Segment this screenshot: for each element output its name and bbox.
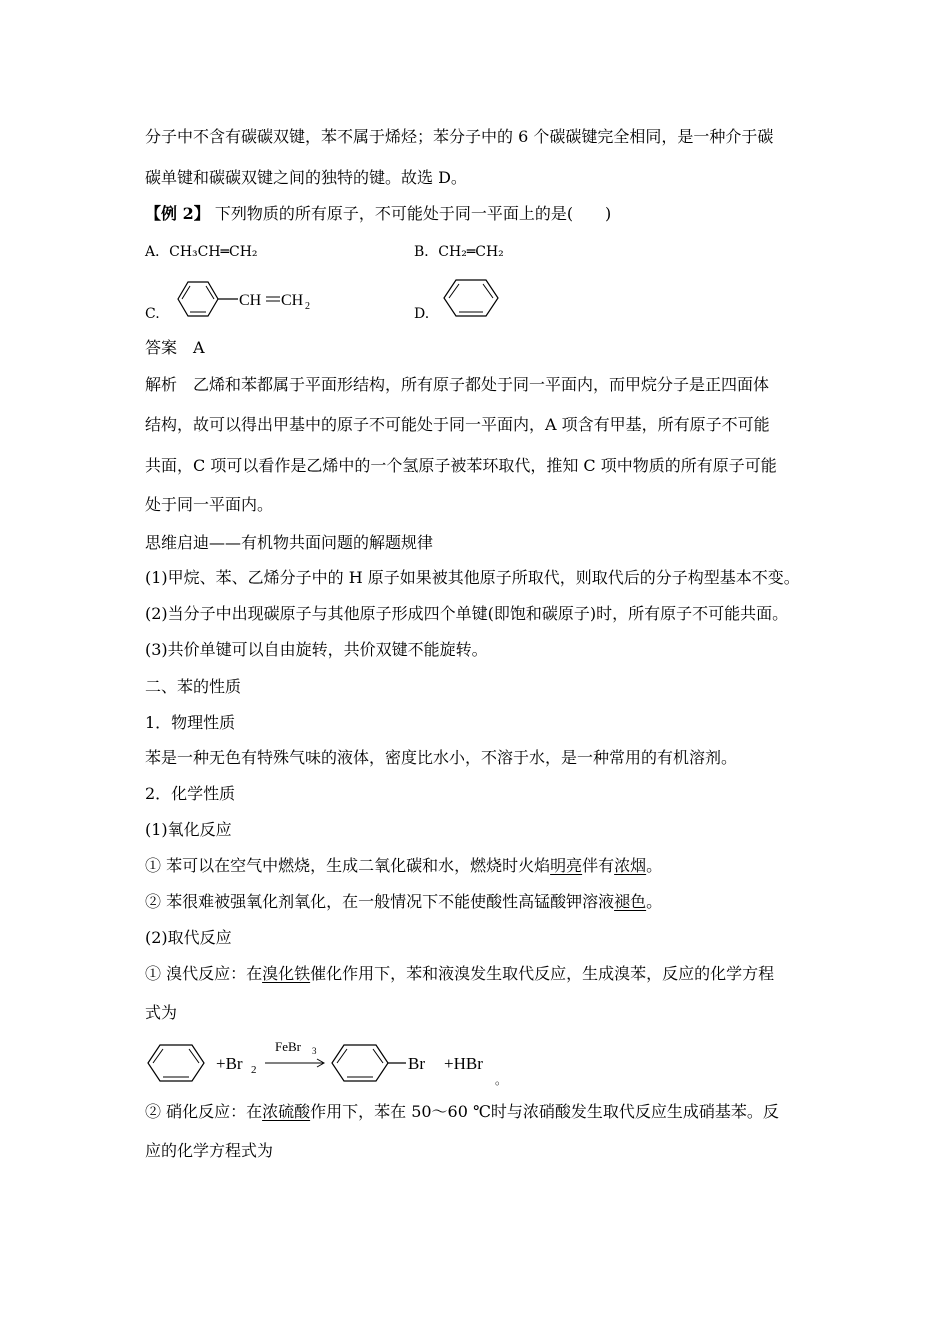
nit-text-a: ② 硝化反应：在 [145,1102,263,1121]
question-text: 下列物质的所有原子，不可能处于同一平面上的是( ) [214,204,612,223]
oxidation-title: (1)氧化反应 [145,820,232,839]
option-b-label: B． [414,244,439,260]
option-c-ch: CH [239,292,262,309]
option-c-ch2: CH [281,292,304,309]
benzene-ring-shape [178,282,218,316]
oxidation-item-1 [145,855,662,877]
nit-text-b: 作用下，苯在 50～60 ℃时与浓硝酸发生取代反应生成硝基苯。反 [310,1102,779,1121]
catalyst-label: FeBr [275,1039,301,1054]
equation-end: 。 [495,1073,508,1087]
option-c-sub: 2 [305,301,310,312]
option-d-label: D. [414,306,430,322]
nit-underline-acid: 浓硫酸 [262,1102,311,1121]
br-text-b: 催化作用下，苯和液溴发生取代反应，生成溴苯，反应的化学方程 [310,964,775,983]
physical-properties: 苯是一种无色有特殊气味的液体，密度比水小，不溶于水，是一种常用的有机溶剂。 [145,748,738,767]
nitration-line-1 [145,1101,779,1123]
br2-sub: 2 [251,1064,257,1076]
answer: 答案 A [145,338,205,357]
option-a [145,241,258,263]
intro-line-1: 分子中不含有碳碳双键，苯不属于烯烃；苯分子中的 6 个碳碳键完全相同，是一种介于碳 [145,127,774,146]
option-d-benzene [440,277,504,319]
tips-item-2: (2)当分子中出现碳原子与其他原子形成四个单键(即饱和碳原子)时，所有原子不可能共面。 [145,604,789,623]
example-tag: 【例 2】 [145,204,210,223]
product-bromobenzene [332,1045,406,1081]
reactant-benzene [148,1045,204,1081]
product-br: Br [408,1054,425,1073]
option-c-structure [168,279,328,319]
substitution-title: (2)取代反应 [145,928,232,947]
subsection-physical: 1．物理性质 [145,713,236,732]
section-heading: 二、苯的性质 [145,677,242,696]
option-a-formula: CH₃CH═CH₂ [169,244,258,260]
intro-line-2: 碳单键和碳碳双键之间的独特的键。故选 D。 [145,168,467,187]
ox1-text-a: ① 苯可以在空气中燃烧，生成二氧化碳和水，燃烧时火焰 [145,856,551,875]
ox2-text-a: ② 苯很难被强氧化剂氧化，在一般情况下不能使酸性高锰酸钾溶液 [145,892,615,911]
analysis-line-2: 结构，故可以得出甲基中的原子不可能处于同一平面内，A 项含有甲基，所有原子不可能 [145,415,770,434]
oxidation-item-2 [145,891,662,913]
tips-title: 思维启迪——有机物共面问题的解题规律 [145,533,434,552]
plus-hbr: +HBr [444,1054,483,1073]
analysis-line-4: 处于同一平面内。 [145,495,274,514]
example-2-question [145,203,611,225]
ox1-underline-bright: 明亮 [550,856,583,875]
plus-br2: +Br [216,1054,243,1073]
option-a-label: A． [145,244,170,260]
tips-item-3: (3)共价单键可以自由旋转，共价双键不能旋转。 [145,640,488,659]
ox2-text-b: 。 [646,892,663,911]
option-b [414,241,504,263]
bromination-line-1 [145,963,774,985]
option-c-label: C. [145,306,160,322]
analysis-line-1: 解析 乙烯和苯都属于平面形结构，所有原子都处于同一平面内，而甲烷分子是正四面体 [145,375,770,394]
ox1-text-c: 。 [646,856,663,875]
ox1-underline-smoke: 浓烟 [614,856,647,875]
nitration-line-2: 应的化学方程式为 [145,1141,274,1160]
ox2-underline-fade: 褪色 [614,892,647,911]
br-text-a: ① 溴代反应：在 [145,964,263,983]
analysis-line-3: 共面，C 项可以看作是乙烯中的一个氢原子被苯环取代，推知 C 项中物质的所有原子可能 [145,456,777,475]
bromination-equation [140,1036,520,1088]
subsection-chemical: 2．化学性质 [145,784,236,803]
br-underline-catalyst: 溴化铁 [262,964,311,983]
tips-item-1: (1)甲烷、苯、乙烯分子中的 H 原子如果被其他原子所取代，则取代后的分子构型基本不变。 [145,568,800,587]
catalyst-sub: 3 [312,1046,317,1056]
ox1-text-b: 伴有 [582,856,615,875]
bromination-line-2: 式为 [145,1003,178,1022]
option-b-formula: CH₂═CH₂ [438,244,504,260]
